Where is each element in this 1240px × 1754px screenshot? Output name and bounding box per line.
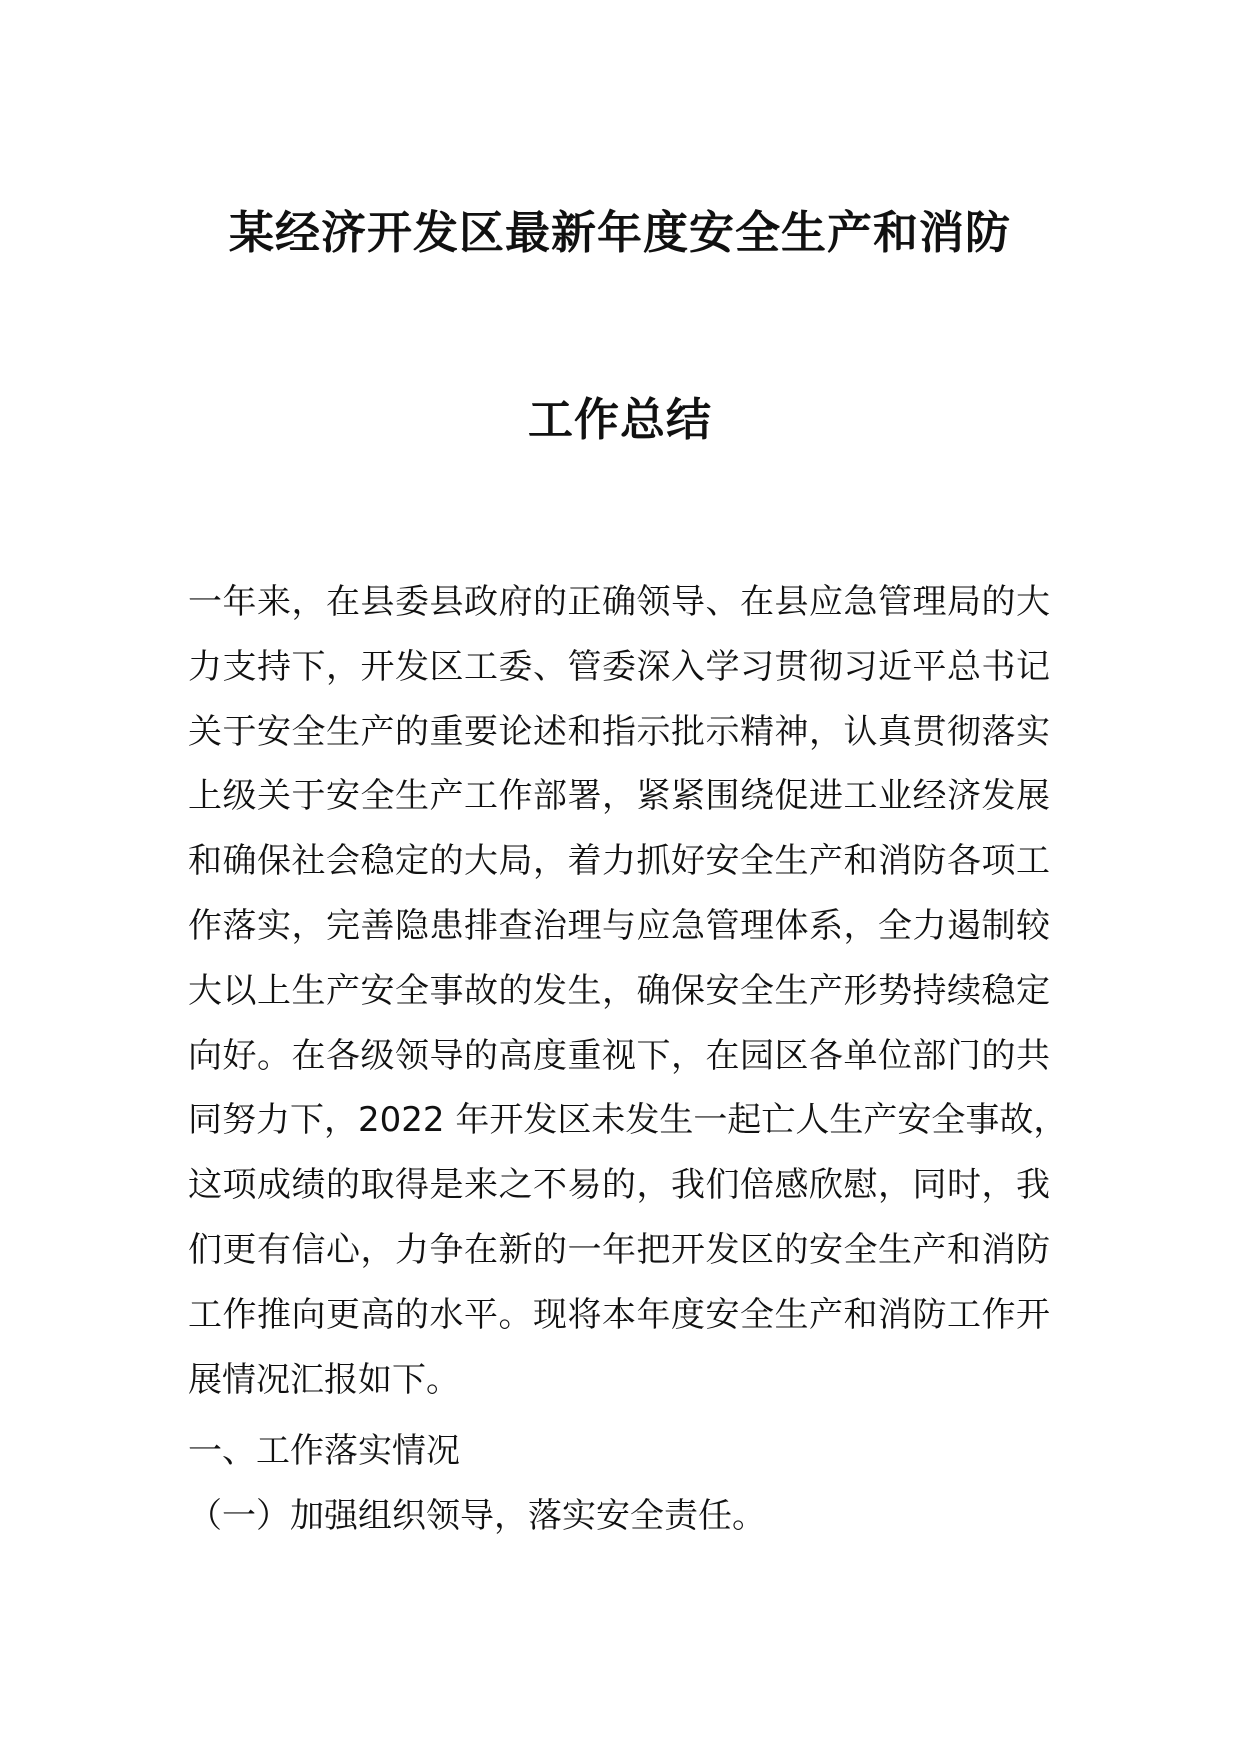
paragraph-line: 大以上生产安全事故的发生，确保安全生产形势持续稳定 — [188, 970, 1050, 1011]
paragraph-line: 展情况汇报如下。 — [188, 1359, 460, 1400]
paragraph-line: 和确保社会稳定的大局，着力抓好安全生产和消防各项工 — [188, 841, 1050, 882]
section-heading: 一、工作落实情况 — [188, 1431, 460, 1471]
paragraph-line: 向好。在各级领导的高度重视下，在园区各单位部门的共 — [188, 1035, 1050, 1076]
paragraph-line: 们更有信心，力争在新的一年把开发区的安全生产和消防 — [188, 1229, 1050, 1270]
document-title-line-1: 某经济开发区最新年度安全生产和消防 — [228, 206, 1011, 259]
document-title-line-2: 工作总结 — [527, 393, 712, 446]
paragraph-line: 作落实，完善隐患排查治理与应急管理体系，全力遏制较 — [188, 905, 1050, 946]
subsection-heading: （一）加强组织领导，落实安全责任。 — [188, 1496, 766, 1536]
paragraph-line: 工作推向更高的水平。现将本年度安全生产和消防工作开 — [188, 1294, 1050, 1335]
paragraph-line: 一年来，在县委县政府的正确领导、在县应急管理局的大 — [188, 582, 1050, 622]
paragraph-line: 同努力下，2022 年开发区未发生一起亡人生产安全事故， — [188, 1100, 1068, 1141]
paragraph-line: 力支持下，开发区工委、管委深入学习贯彻习近平总书记 — [188, 646, 1050, 687]
intro-paragraph — [188, 570, 1068, 1412]
paragraph-line: 关于安全生产的重要论述和指示批示精神，认真贯彻落实 — [188, 711, 1050, 752]
paragraph-line: 上级关于安全生产工作部署，紧紧围绕促进工业经济发展 — [188, 776, 1050, 817]
paragraph-line: 这项成绩的取得是来之不易的，我们倍感欣慰，同时，我 — [188, 1165, 1050, 1206]
